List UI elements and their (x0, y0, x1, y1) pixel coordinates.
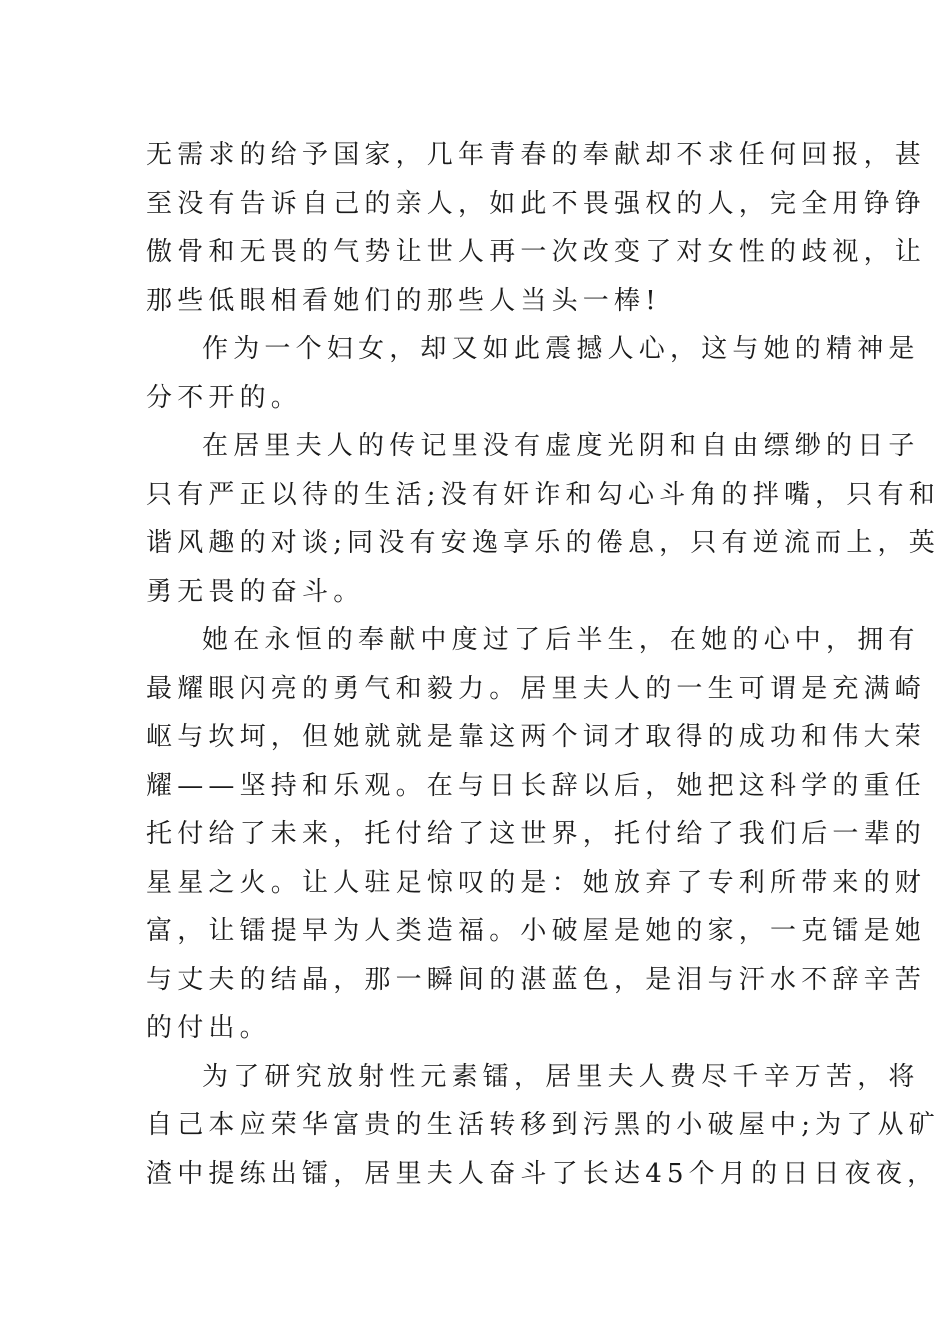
text-line: 分不开的。 (146, 382, 303, 413)
text-line: 那些低眼相看她们的那些人当头一棒! (146, 285, 661, 316)
document-body (146, 131, 940, 1198)
text-line: 与丈夫的结晶，那一瞬间的湛蓝色，是泪与汗水不辞辛苦 (146, 964, 927, 995)
text-line: 只有严正以待的生活;没有奸诈和勾心斗角的拌嘴，只有和 (146, 479, 940, 510)
text-line: 无需求的给予国家，几年青春的奉献却不求任何回报，甚 (146, 140, 927, 170)
text-line: 为了研究放射性元素镭，居里夫人费尽千辛万苦，将 (202, 1061, 920, 1092)
text-line: 渣中提练出镭，居里夫人奋斗了长达45个月的日日夜夜， (146, 1158, 939, 1189)
paragraph-3 (146, 422, 940, 616)
paragraph-4 (146, 616, 927, 1053)
text-line: 星星之火。让人驻足惊叹的是：她放弃了专利所带来的财 (146, 867, 927, 898)
paragraph-5 (146, 1053, 940, 1199)
text-line: 作为一个妇女，却又如此震撼人心，这与她的精神是 (202, 334, 920, 364)
text-line: 在居里夫人的传记里没有虚度光阴和自由缥缈的日子 (202, 431, 920, 461)
text-line: 最耀眼闪亮的勇气和毅力。居里夫人的一生可谓是充满崎 (146, 673, 927, 704)
text-line: 耀——坚持和乐观。在与日长辞以后，她把这科学的重任 (146, 770, 927, 801)
text-line: 傲骨和无畏的气势让世人再一次改变了对女性的歧视，让 (146, 237, 927, 267)
paragraph-1 (146, 131, 927, 325)
text-line: 至没有告诉自己的亲人，如此不畏强权的人，完全用铮铮 (146, 188, 927, 219)
paragraph-2 (146, 325, 920, 422)
text-line: 岖与坎坷，但她就就是靠这两个词才取得的成功和伟大荣 (146, 722, 927, 752)
text-line: 自己本应荣华富贵的生活转移到污黑的小破屋中;为了从矿 (146, 1110, 940, 1140)
text-line: 勇无畏的奋斗。 (146, 576, 365, 607)
text-line: 托付给了未来，托付给了这世界，托付给了我们后一辈的 (146, 819, 927, 849)
text-line: 富，让镭提早为人类造福。小破屋是她的家，一克镭是她 (146, 916, 927, 946)
text-line: 的付出。 (146, 1013, 271, 1043)
text-line: 她在永恒的奉献中度过了后半生，在她的心中，拥有 (202, 625, 920, 655)
text-line: 谐风趣的对谈;同没有安逸享乐的倦息，只有逆流而上，英 (146, 528, 940, 558)
